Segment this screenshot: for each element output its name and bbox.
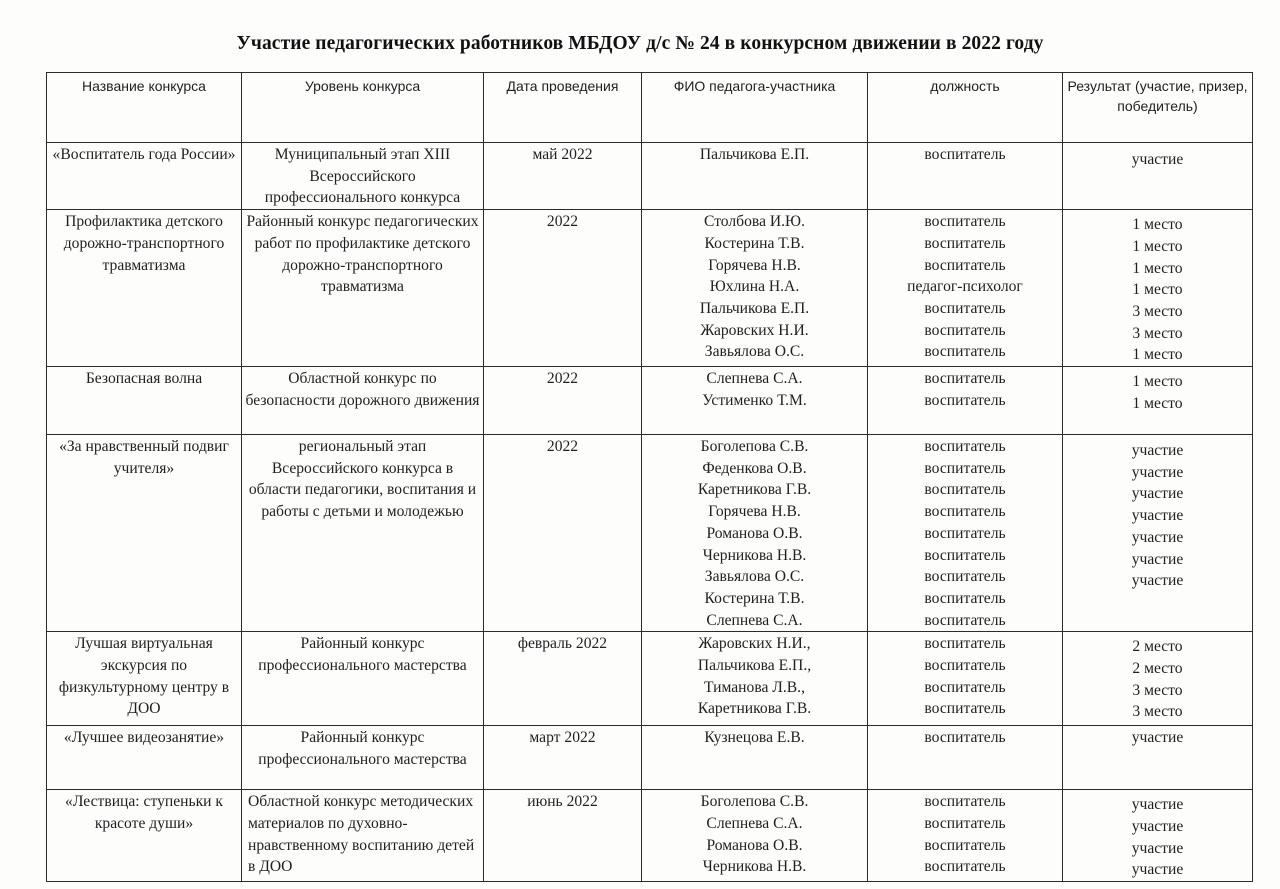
cell-line: Завьялова О.С. [704,343,805,361]
teacher-names-cell [642,435,868,632]
cell-line: Черникова Н.В. [702,546,807,564]
cell-line: Боголепова С.В. [700,793,809,811]
cell-line: Каретникова Г.В. [697,481,812,499]
cell-line: Завьялова О.С. [704,568,805,586]
cell-line: Горячева Н.В. [708,256,801,274]
cell-line: воспитатель [924,858,1006,876]
table-row [47,790,1253,882]
cell-line: Горячева Н.В. [708,503,801,521]
cell-line: Романова О.В. [706,836,803,854]
header-position: должность [868,73,1063,143]
teacher-names-cell [642,790,868,882]
cell-line: участие [1131,729,1184,747]
cell-line: воспитатель [924,256,1006,274]
competition-level-cell: Районный конкурс педагогических работ по профилактике детского дорожно-транспортного травматизма [242,210,484,367]
cell-line: Слепнева С.А. [706,370,803,388]
competition-name-cell: Безопасная волна [47,367,242,435]
positions-cell [868,210,1063,367]
cell-line: Пальчикова Е.П. [699,146,810,163]
cell-line: воспитатель [924,343,1006,361]
cell-line: Пальчикова Е.П., [697,657,812,675]
teacher-names-cell [642,632,868,726]
date-cell: июнь 2022 [484,790,642,882]
competition-name-cell: Лучшая виртуальная экскурсия по физкультурному центру в ДОО [47,632,242,726]
cell-line: воспитатель [924,700,1006,718]
cell-line: воспитатель [924,836,1006,854]
date-cell: 2022 [484,367,642,435]
competition-level-cell: Районный конкурс профессионального мастерства [242,632,484,726]
cell-line: воспитатель [924,589,1006,607]
cell-line: 2 место [1132,660,1183,678]
competition-name-cell: «Лествица: ступеньки к красоте души» [47,790,242,882]
cell-line: 2 место [1132,638,1183,656]
cell-line: 3 место [1132,703,1183,721]
cell-line: 3 место [1132,681,1183,699]
cell-line: воспитатель [924,481,1006,499]
cell-line: педагог-психолог [907,278,1023,296]
cell-line: Костерина Т.В. [704,589,805,607]
cell-line: Юхлина Н.А. [709,278,800,296]
positions-cell [868,435,1063,632]
document-title: Участие педагогических работников МБДОУ д/с № 24 в конкурсном движении в 2022 году [236,33,1044,54]
teacher-names-cell [642,143,868,210]
cell-line: участие [1131,151,1184,168]
cell-line: Жаровских Н.И., [698,635,811,653]
cell-line: воспитатель [924,146,1006,163]
positions-cell [868,143,1063,210]
cell-line: Романова О.В. [706,524,803,542]
cell-line: 1 место [1132,216,1183,234]
cell-line: воспитатель [924,793,1006,811]
cell-line: участие [1131,528,1184,546]
cell-line: Пальчикова Е.П. [699,299,810,317]
cell-line: Устименко Т.М. [702,391,807,409]
cell-line: Черникова Н.В. [702,858,807,876]
competition-name-cell: «Лучшее видеозанятие» [47,726,242,790]
cell-line: воспитатель [924,503,1006,521]
positions-cell [868,367,1063,435]
cell-line: Боголепова С.В. [700,438,809,456]
cell-line: 1 место [1132,281,1183,299]
results-cell [1063,210,1253,367]
competition-level-cell: Областной конкурс по безопасности дорожного движения [242,367,484,435]
table-row [47,726,1253,790]
date-cell: 2022 [484,210,642,367]
cell-line: 1 место [1132,259,1183,277]
date-cell: февраль 2022 [484,632,642,726]
competition-level-cell: Районный конкурс профессионального мастерства [242,726,484,790]
table-row [47,632,1253,726]
competition-level-cell: Областной конкурс методических материалов по духовно-нравственному воспитанию детей в ДОО [242,790,484,882]
cell-line: воспитатель [924,459,1006,477]
results-cell [1063,435,1253,632]
cell-line: 3 место [1132,302,1183,320]
cell-line: Кузнецова Е.В. [704,729,805,747]
table-row [47,143,1253,210]
cell-line: 3 место [1132,324,1183,342]
cell-line: Феденкова О.В. [702,459,807,477]
cell-line: воспитатель [924,657,1006,675]
positions-cell [868,790,1063,882]
teacher-names-cell [642,367,868,435]
teacher-names-cell [642,210,868,367]
cell-line: воспитатель [924,729,1006,747]
cell-line: Жаровских Н.И. [700,321,809,339]
header-row [47,73,1253,143]
teacher-names-cell [642,726,868,790]
cell-line: участие [1131,861,1184,879]
competition-name-cell: «За нравственный подвиг учителя» [47,435,242,632]
cell-line: 1 место [1132,373,1183,391]
date-cell: май 2022 [484,143,642,210]
cell-line: воспитатель [924,611,1006,629]
results-cell [1063,367,1253,435]
cell-line: 1 место [1132,394,1183,412]
results-cell [1063,143,1253,210]
cell-line: участие [1131,507,1184,525]
cell-line: Костерина Т.В. [704,234,805,252]
cell-line: участие [1131,442,1184,460]
competition-level-cell: Муниципальный этап XIII Всероссийского профессионального конкурса [242,143,484,210]
cell-line: воспитатель [924,370,1006,388]
cell-line: участие [1131,818,1184,836]
header-competition-level: Уровень конкурса [242,73,484,143]
results-cell [1063,726,1253,790]
cell-line: участие [1131,796,1184,814]
cell-line: воспитатель [924,234,1006,252]
header-result: Результат (участие, призер, победитель) [1063,73,1253,143]
competition-table [46,72,1253,882]
header-date: Дата проведения [484,73,642,143]
cell-line: участие [1131,550,1184,568]
positions-cell [868,632,1063,726]
cell-line: воспитатель [924,815,1006,833]
cell-line: воспитатель [924,438,1006,456]
competition-name-cell: Профилактика детского дорожно-транспортного травматизма [47,210,242,367]
cell-line: воспитатель [924,678,1006,696]
cell-line: Столбова И.Ю. [704,213,805,231]
cell-line: воспитатель [924,391,1006,409]
cell-line: воспитатель [924,321,1006,339]
date-cell: 2022 [484,435,642,632]
cell-line: Слепнева С.А. [706,815,803,833]
cell-line: 1 место [1132,237,1183,255]
cell-line: воспитатель [924,524,1006,542]
cell-line: участие [1131,839,1184,857]
competition-level-cell: региональный этап Всероссийского конкурса в области педагогики, воспитания и работы с детьми и молодежью [242,435,484,632]
header-competition-name: Название конкурса [47,73,242,143]
header-teacher-name: ФИО педагога-участника [642,73,868,143]
cell-line: участие [1131,572,1184,590]
cell-line: 1 место [1132,346,1183,364]
table-row [47,367,1253,435]
cell-line: воспитатель [924,546,1006,564]
date-cell: март 2022 [484,726,642,790]
table-row [47,435,1253,632]
cell-line: воспитатель [924,299,1006,317]
cell-line: Каретникова Г.В. [697,700,812,718]
results-cell [1063,790,1253,882]
results-cell [1063,632,1253,726]
cell-line: воспитатель [924,635,1006,653]
positions-cell [868,726,1063,790]
cell-line: участие [1131,463,1184,481]
cell-line: Тиманова Л.В., [704,678,805,696]
cell-line: участие [1131,485,1184,503]
competition-name-cell: «Воспитатель года России» [47,143,242,210]
cell-line: воспитатель [924,213,1006,231]
cell-line: Слепнева С.А. [706,611,803,629]
table-row [47,210,1253,367]
cell-line: воспитатель [924,568,1006,586]
